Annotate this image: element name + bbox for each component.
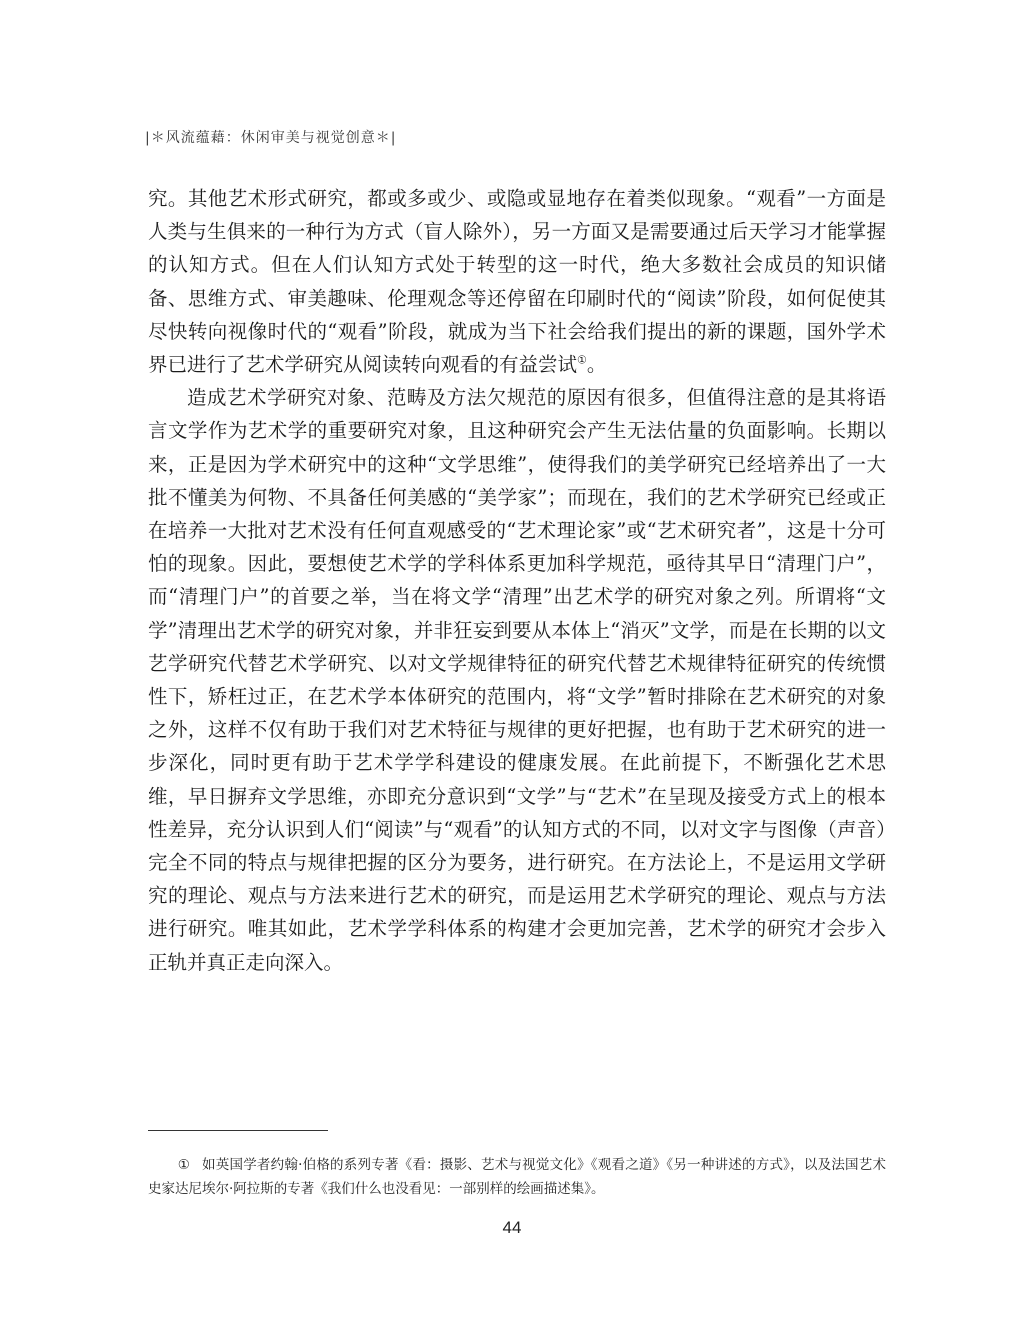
page-number: 44: [502, 1218, 522, 1237]
paragraph-1: [148, 182, 886, 381]
body-text: [148, 182, 886, 979]
paragraph-2: 造成艺术学研究对象、范畴及方法欠规范的原因有很多，但值得注意的是其将语言文学作为艺术学的重要研究对象，且这种研究会产生无法估量的负面影响。长期以来，正是因为学术研究中的这种“文学思维”，使得我们的美学研究已经培养出了一大批不懂美为何物、不具备任何美感的“美学家”；而现在，我们的艺术学研究已经或正在培养一大批对艺术没有任何直观感受的“艺术理论家”或“艺术研究者”，这是十分可怕的现象。因此，要想使艺术学的学科体系更加科学规范，亟待其早日“清理门户”，而“清理门户”的首要之举，当在将文学“清理”出艺术学的研究对象之列。所谓将“文学”清理出艺术学的研究对象，并非狂妄到要从本体上“消灭”文学，而是在长期的以文艺学研究代替艺术学研究、以对文学规律特征的研究代替艺术规律特征研究的传统惯性下，矫枉过正，在艺术学本体研究的范围内，将“文学”暂时排除在艺术研究的对象之外，这样不仅有助于我们对艺术特征与规律的更好把握，也有助于艺术研究的进一步深化，同时更有助于艺术学学科建设的健康发展。在此前提下，不断强化艺术思维，早日摒弃文学思维，亦即充分意识到“文学”与“艺术”在呈现及接受方式上的根本性差异，充分认识到人们“阅读”与“观看”的认知方式的不同，以对文字与图像（声音）完全不同的特点与规律把握的区分为要务，进行研究。在方法论上，不是运用文学研究的理论、观点与方法来进行艺术的研究，而是运用艺术学研究的理论、观点与方法进行研究。唯其如此，艺术学学科体系的构建才会更加完善，艺术学的研究才会步入正轨并真正走向深入。: [148, 386, 886, 974]
footnote-text: 如英国学者约翰·伯格的系列专著《看：摄影、艺术与视觉文化》《观看之道》《另一种讲述的方式》，以及法国艺术史家达尼埃尔·阿拉斯的专著《我们什么也没看见：一部别样的绘画描述集》。: [148, 1157, 886, 1197]
footnote-reference[interactable]: ①: [577, 353, 587, 367]
paragraph-1-tail: 。: [586, 353, 607, 377]
paragraph-1-text: 究。其他艺术形式研究，都或多或少、或隐或显地存在着类似现象。“观看”一方面是人类与生俱来的一种行为方式（盲人除外），另一方面又是需要通过后天学习才能掌握的认知方式。但在人们认知方式处于转型的这一时代，绝大多数社会成员的知识储备、思维方式、审美趣味、伦理观念等还停留在印刷时代的“阅读”阶段，如何促使其尽快转向视像时代的“观看”阶段，就成为当下社会给我们提出的新的课题，国外学术界已进行了艺术学研究从阅读转向观看的有益尝试: [148, 187, 886, 377]
footnote-marker: ①: [177, 1157, 191, 1173]
footnote-divider: [148, 1130, 328, 1131]
footnote-1: [148, 1153, 886, 1201]
running-header: |＊风流蕴藉：休闲审美与视觉创意＊|: [145, 130, 397, 146]
